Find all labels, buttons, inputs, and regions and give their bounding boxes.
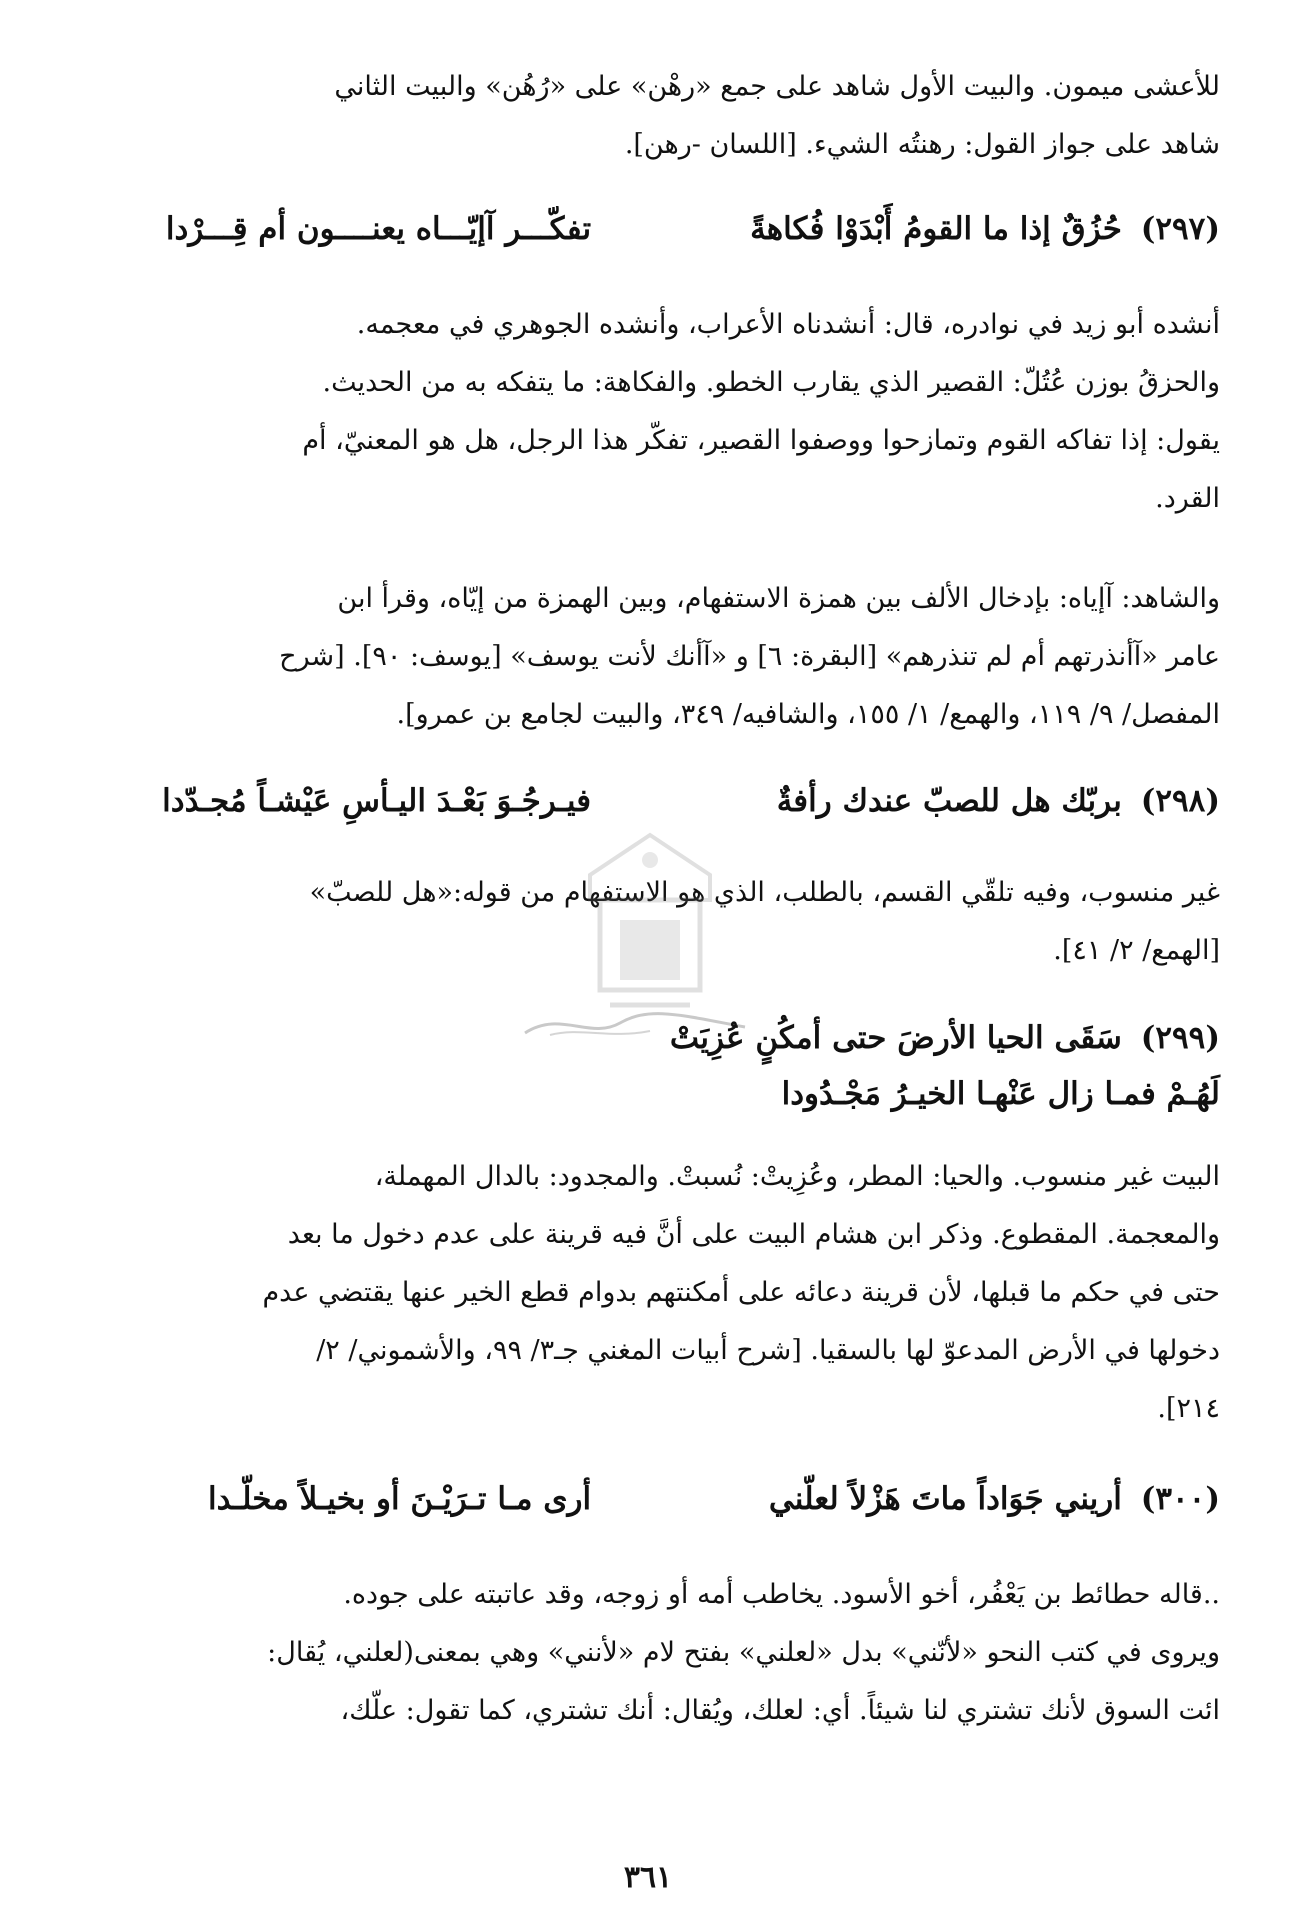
commentary-297: [128, 296, 1220, 528]
verse-298: [128, 772, 1220, 830]
shahid-297: [128, 570, 1220, 744]
verse-299: [128, 1010, 1220, 1122]
text-line: [الهمع/ ٢/ ٤١].: [1053, 935, 1220, 966]
verse-hemistich-second: فيـرجُـوَ بَعْـدَ اليـأسِ عَيْشـاً مُجـدّدا: [162, 783, 592, 819]
text-line: عامر «آأنذرتهم أم لم تنذرهم» [البقرة: ٦] و «آأنك لأنت يوسف» [يوسف: ٩٠]. [شرح: [279, 641, 1220, 672]
text-line: والشاهد: آإياه: بإدخال الألف بين همزة الاستفهام، وبين الهمزة من إيّاه، وقرأ ابن: [337, 583, 1220, 614]
text-line: غير منسوب، وفيه تلقّي القسم، بالطلب، الذي هو الاستفهام من قوله:«هل للصبّ»: [309, 877, 1220, 908]
commentary-300: [128, 1566, 1220, 1740]
verse-hemistich-second: أرى مـا تـرَيْـنَ أو بخيـلاً مخلّـدا: [208, 1481, 592, 1517]
text-line: شاهد على جواز القول: رهنتُه الشيء. [اللسان -رهن].: [624, 129, 1220, 160]
verse-line-first: [128, 1010, 1220, 1066]
page-number: ٣٦١: [623, 1860, 673, 1895]
verse-hemistich-first: سَقَى الحيا الأرضَ حتى أمكُنٍ عُزِيَتْ: [669, 1020, 1122, 1056]
verse-number: (٢٩٨): [1140, 783, 1220, 819]
text-line: القرد.: [1155, 483, 1220, 514]
verse-hemistich-second: تفكّـــر آإيّـــاه يعنــــون أم قِـــرْدا: [165, 211, 592, 247]
verse-hemistich-first: أريني جَوَاداً ماتَ هَزْلاً لعلّني: [768, 1481, 1122, 1517]
verse-300: [128, 1470, 1220, 1528]
text-line: للأعشى ميمون. والبيت الأول شاهد على جمع «رهْن» على «رُهُن» والبيت الثاني: [334, 71, 1220, 102]
verse-number: (٢٩٧): [1140, 211, 1220, 247]
text-line: ٢١٤].: [1157, 1393, 1220, 1424]
text-line: ويروى في كتب النحو «لأنّني» بدل «لعلني» بفتح لام «لأنني» وهي بمعنى(لعلني، يُقال:: [267, 1637, 1220, 1668]
commentary-299: [128, 1148, 1220, 1438]
text-line: أنشده أبو زيد في نوادره، قال: أنشدناه الأعراب، وأنشده الجوهري في معجمه.: [356, 309, 1220, 340]
text-line: حتى في حكم ما قبلها، لأن قرينة دعائه على أمكنتهم بدوام قطع الخير عنها يقتضي عدم: [262, 1277, 1220, 1308]
verse-297: [128, 200, 1220, 258]
text-line: والحزقُ بوزن عُتُلّ: القصير الذي يقارب الخطو. والفكاهة: ما يتفكه به من الحديث.: [322, 367, 1220, 398]
intro-paragraph: [128, 58, 1220, 174]
text-line: ائت السوق لأنك تشتري لنا شيئاً. أي: لعلك، ويُقال: أنك تشتري، كما تقول: علّك،: [340, 1695, 1220, 1726]
text-line: والمعجمة. المقطوع. وذكر ابن هشام البيت على أنَّ فيه قرينة على عدم دخول ما بعد: [287, 1219, 1220, 1250]
verse-number: (٢٩٩): [1140, 1020, 1220, 1056]
text-line: ..قاله حطائط بن يَعْفُر، أخو الأسود. يخاطب أمه أو زوجه، وقد عاتبته على جوده.: [343, 1579, 1220, 1610]
verse-hemistich-first: حُزُقٌ إذا ما القومُ أَبْدَوْا فُكاهةً: [750, 211, 1122, 247]
text-line: يقول: إذا تفاكه القوم وتمازحوا ووصفوا القصير، تفكّر هذا الرجل، هل هو المعنيّ، أم: [302, 425, 1220, 456]
verse-hemistich-first: بربّك هل للصبّ عندك رأفةٌ: [776, 783, 1122, 819]
text-line: دخولها في الأرض المدعوّ لها بالسقيا. [شرح أبيات المغني جـ٣/ ٩٩، والأشموني/ ٢/: [316, 1335, 1220, 1366]
verse-hemistich-second: لَهُـمْ فمـا زال عَنْهـا الخيـرُ مَجْـدُودا: [781, 1076, 1220, 1112]
text-line: المفصل/ ٩/ ١١٩، والهمع/ ١/ ١٥٥، والشافيه/ ٣٤٩، والبيت لجامع بن عمرو].: [396, 699, 1220, 730]
verse-number: (٣٠٠): [1140, 1481, 1220, 1517]
text-line: البيت غير منسوب. والحيا: المطر، وعُزِيتْ: نُسبتْ. والمجدود: بالدال المهملة،: [374, 1161, 1220, 1192]
seal-watermark-icon: [560, 830, 740, 1030]
